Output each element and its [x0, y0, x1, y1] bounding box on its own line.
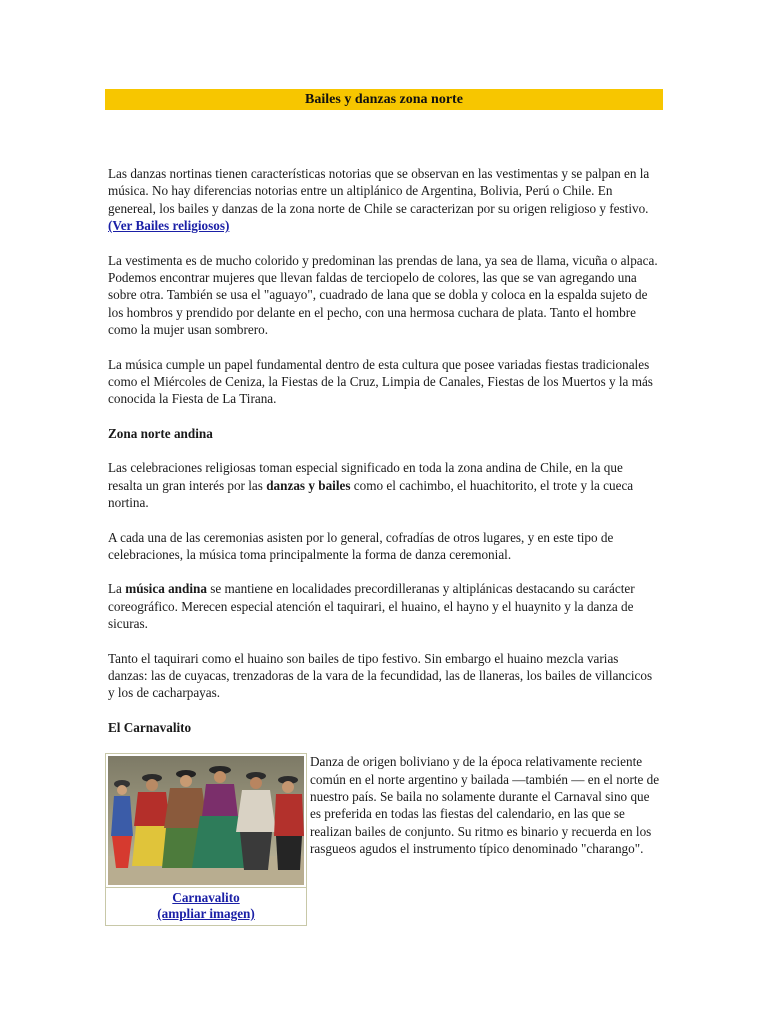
section-heading-andina: Zona norte andina [108, 425, 213, 441]
bailes-religiosos-link[interactable]: (Ver Bailes religiosos) [108, 218, 230, 234]
intro-text: Las danzas nortinas tienen características notorias que se observan en las vestimentas y se palpan en la música. No hay diferencias notorias entre un altiplánico de Argentina, Bolivia, Perú o Chile. En genereal, los bailes y danzas de la zona norte de Chile se caracterizan por su origen religioso y festivo. [108, 166, 650, 216]
andean-text-before: La [108, 581, 126, 597]
figure-caption [106, 887, 306, 925]
ampliar-imagen-link[interactable]: (ampliar imagen) [157, 906, 255, 922]
carnavalito-description: Danza de origen boliviano y de la época relativamente reciente común en el norte argentino y bailada —también — en el norte de nuestro país. Se baila no solamente durante el Carnaval sino que es preferida en todas las fiestas del calendario, en las que se realizan bailes de conjunto. Su ritmo es binario y recuerda en los rasgueos agudos el instrumento típico denominado "charango". [310, 754, 660, 857]
ceremonies-paragraph: A cada una de las ceremonias asisten por lo general, cofradías de otros lugares, y en este tipo de celebraciones, la música toma principalmente la forma de danza ceremonial. [108, 529, 614, 562]
celebrations-text-before: Las celebraciones religiosas toman especial significado en toda la zona andina de Chile, en la que resalta un gran interés por las [108, 460, 623, 493]
andean-text-after: se mantiene en localidades precordilleranas y altiplánicas destacando su carácter coreográfico. Merecen especial atención el taquirari, el huaino, el hayno y el huaynito y la danza de sicuras. [108, 581, 635, 632]
clothing-paragraph: La vestimenta es de mucho colorido y predominan las prendas de lana, ya sea de llama, vicuña o alpaca. Podemos encontrar mujeres que llevan faldas de terciopelo de colores, las que se van agregando una sobre otra. También se usa el "aguayo", cuadrado de lana que se dobla y coloca en la espalda sujeto de los hombros y prendido por delante en el pecho, con una hermosa cuchara de plata. Tanto el hombre como la mujer usan sombrero. [108, 252, 658, 338]
article-body [108, 165, 660, 933]
celebrations-text-after: como el cachimbo, el huachitorito, el trote y la cueca nortina. [108, 477, 634, 511]
andean-bold: música andina [125, 581, 207, 597]
carnavalito-block [108, 753, 660, 933]
carnavalito-link[interactable]: Carnavalito [172, 890, 240, 906]
carnavalito-figure [105, 753, 307, 926]
intro-paragraph [108, 165, 660, 235]
section-heading-carnavalito: El Carnavalito [108, 719, 192, 735]
carnavalito-photo[interactable] [108, 756, 304, 885]
celebrations-bold: danzas y bailes [266, 477, 351, 493]
celebrations-paragraph [108, 459, 660, 511]
andean-music-paragraph [108, 580, 660, 632]
taquirari-paragraph: Tanto el taquirari como el huaino son bailes de tipo festivo. Sin embargo el huaino mezcla varias danzas: las de cuyacas, trenzadoras de la vara de la fecundidad, las de llaneras, los bailes de villancicos y los de cacharpayas. [108, 650, 653, 701]
music-paragraph: La música cumple un papel fundamental dentro de esta cultura que posee variadas fiestas tradicionales como el Miércoles de Ceniza, la Fiestas de la Cruz, Limpia de Canales, Fiestas de los Muertos y la más conocida la Fiesta de La Tirana. [108, 356, 653, 407]
page-title: Bailes y danzas zona norte [105, 89, 663, 110]
